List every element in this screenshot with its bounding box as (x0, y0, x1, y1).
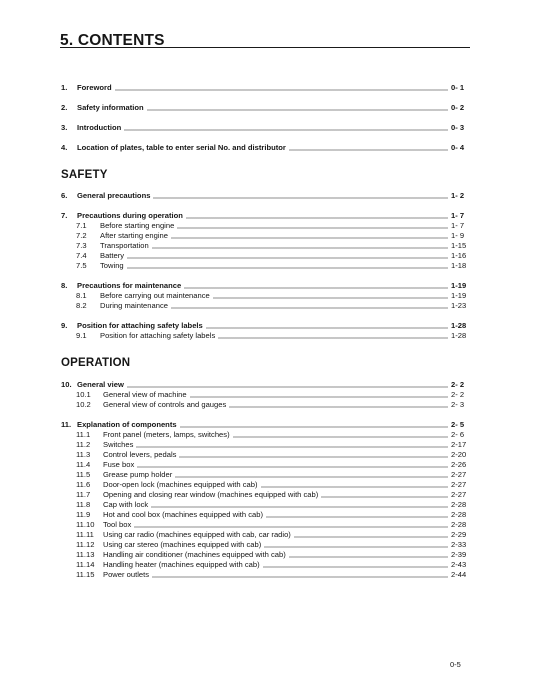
toc-item-tool-box[interactable] (61, 520, 468, 530)
dot-leader (321, 492, 448, 498)
entry-page: 1-23 (451, 301, 467, 310)
dot-leader (184, 283, 448, 289)
toc-item-position-for-safety-labels[interactable] (61, 331, 468, 341)
entry-label: Battery (100, 251, 125, 260)
dot-leader (153, 193, 448, 199)
entry-page: 2- 5 (451, 420, 465, 429)
dot-leader (261, 482, 449, 488)
entry-page: 1-16 (451, 251, 467, 260)
entry-label: Position for attaching safety labels (77, 321, 203, 330)
entry-number: 3. (61, 123, 68, 132)
entry-label: Switches (103, 440, 134, 449)
toc-item-towing[interactable] (61, 261, 468, 271)
entry-number: 11.6 (76, 480, 91, 489)
toc-entry-foreword[interactable] (61, 83, 468, 93)
entry-label: General precautions (77, 191, 151, 200)
entry-number: 4. (61, 143, 68, 152)
toc-item-air-conditioner[interactable] (61, 550, 468, 560)
entry-page: 1-15 (451, 241, 467, 250)
toc-chapter-explanation-of-components[interactable] (61, 420, 468, 430)
entry-number: 11.12 (76, 540, 95, 549)
dot-leader (151, 502, 448, 508)
toc-item-fuse-box[interactable] (61, 460, 468, 470)
entry-page: 1-28 (451, 331, 467, 340)
dot-leader (213, 293, 448, 299)
toc-item-rear-window[interactable] (61, 490, 468, 500)
dot-leader (136, 442, 448, 448)
entry-number: 11.9 (76, 510, 91, 519)
dot-leader (186, 213, 448, 219)
dot-leader (179, 452, 448, 458)
entry-number: 8.1 (76, 291, 87, 300)
dot-leader (137, 462, 448, 468)
toc-item-switches[interactable] (61, 440, 468, 450)
dot-leader (263, 562, 448, 568)
entry-label: Precautions during operation (77, 211, 183, 220)
dot-leader (127, 253, 448, 259)
dot-leader (175, 472, 448, 478)
entry-label: General view (77, 380, 124, 389)
entry-page: 2- 6 (451, 430, 465, 439)
dot-leader (190, 392, 448, 398)
entry-number: 11.4 (76, 460, 91, 469)
dot-leader (289, 145, 448, 151)
toc-item-car-radio[interactable] (61, 530, 468, 540)
toc-chapter-position-for-safety-labels[interactable] (61, 321, 468, 331)
dot-leader (233, 432, 448, 438)
entry-label: Control levers, pedals (103, 450, 177, 459)
dot-leader (266, 512, 448, 518)
entry-page: 0- 4 (451, 143, 465, 152)
entry-label: Power outlets (103, 570, 150, 579)
entry-number: 11.14 (76, 560, 95, 569)
title-underline-rule (60, 47, 470, 48)
entry-page: 2- 2 (451, 390, 465, 399)
entry-number: 7.5 (76, 261, 87, 270)
entry-label: Tool box (103, 520, 132, 529)
dot-leader (171, 233, 448, 239)
entry-number: 10. (61, 380, 72, 389)
entry-page: 2-17 (451, 440, 467, 449)
entry-number: 11.2 (76, 440, 91, 449)
footer-page-number: 0-5 (450, 660, 461, 669)
dot-leader (264, 542, 448, 548)
entry-number: 11.8 (76, 500, 91, 509)
dot-leader (229, 402, 448, 408)
toc-item-front-panel[interactable] (61, 430, 468, 440)
entry-number: 6. (61, 191, 68, 200)
entry-page: 2-28 (451, 520, 467, 529)
toc-entry-location-of-plates[interactable] (61, 143, 468, 153)
entry-label: General view of controls and gauges (103, 400, 227, 409)
entry-label: Foreword (77, 83, 112, 92)
toc-item-cap-with-lock[interactable] (61, 500, 468, 510)
entry-number: 7.2 (76, 231, 87, 240)
toc-item-grease-pump-holder[interactable] (61, 470, 468, 480)
entry-label: Before carrying out maintenance (100, 291, 210, 300)
toc-item-battery[interactable] (61, 251, 468, 261)
dot-leader (180, 422, 448, 428)
entry-label: Towing (100, 261, 124, 270)
entry-label: Explanation of components (77, 420, 177, 429)
dot-leader (134, 522, 448, 528)
toc-entry-safety-information[interactable] (61, 103, 468, 113)
entry-number: 11.15 (76, 570, 95, 579)
entry-label: Handling air conditioner (machines equipped with cab) (103, 550, 286, 559)
dot-leader (127, 382, 448, 388)
dot-leader (218, 333, 448, 339)
entry-number: 11.5 (76, 470, 91, 479)
entry-number: 9.1 (76, 331, 87, 340)
dot-leader (124, 125, 448, 131)
entry-page: 0- 2 (451, 103, 465, 112)
entry-number: 11. (61, 420, 72, 429)
entry-label: Opening and closing rear window (machines equipped with cab) (103, 490, 319, 499)
page-title: 5. CONTENTS (60, 32, 165, 49)
dot-leader (147, 105, 448, 111)
entry-label: Handling heater (machines equipped with cab) (103, 560, 260, 569)
entry-label: Transportation (100, 241, 149, 250)
entry-label: Location of plates, table to enter serial No. and distributor (77, 143, 286, 152)
entry-label: Front panel (meters, lamps, switches) (103, 430, 230, 439)
entry-page: 2-20 (451, 450, 467, 459)
section-heading-operation: OPERATION (61, 357, 131, 369)
toc-item-heater[interactable] (61, 560, 468, 570)
entry-page: 2-27 (451, 480, 467, 489)
entry-page: 1-19 (451, 281, 467, 290)
toc-item-general-view-of-machine[interactable] (61, 390, 468, 400)
dot-leader (294, 532, 448, 538)
entry-page: 1- 9 (451, 231, 465, 240)
entry-number: 10.1 (76, 390, 91, 399)
dot-leader (115, 85, 448, 91)
entry-page: 2-27 (451, 490, 467, 499)
toc-item-before-carrying-out-maintenance[interactable] (61, 291, 468, 301)
entry-number: 8. (61, 281, 68, 290)
entry-number: 11.10 (76, 520, 95, 529)
toc-item-hot-and-cool-box[interactable] (61, 510, 468, 520)
dot-leader (289, 552, 448, 558)
entry-number: 9. (61, 321, 68, 330)
entry-number: 7. (61, 211, 68, 220)
entry-page: 0- 1 (451, 83, 465, 92)
entry-number: 11.13 (76, 550, 95, 559)
entry-page: 1-28 (451, 321, 467, 330)
entry-label: Introduction (77, 123, 122, 132)
entry-number: 11.7 (76, 490, 91, 499)
entry-number: 11.1 (76, 430, 91, 439)
toc-chapter-precautions-during-operation[interactable] (61, 211, 468, 221)
entry-page: 1- 7 (451, 221, 465, 230)
toc-item-car-stereo[interactable] (61, 540, 468, 550)
entry-page: 2-44 (451, 570, 467, 579)
toc-item-before-starting-engine[interactable] (61, 221, 468, 231)
entry-number: 11.11 (76, 530, 94, 539)
toc-chapter-general-precautions[interactable] (61, 191, 468, 201)
entry-page: 1- 7 (451, 211, 465, 220)
dot-leader (127, 263, 448, 269)
toc-chapter-precautions-for-maintenance[interactable] (61, 281, 468, 291)
entry-label: General view of machine (103, 390, 187, 399)
entry-number: 1. (61, 83, 68, 92)
dot-leader (152, 243, 448, 249)
entry-number: 11.3 (76, 450, 91, 459)
entry-label: Using car radio (machines equipped with cab, car radio) (103, 530, 291, 539)
entry-page: 2-27 (451, 470, 467, 479)
toc-entry-introduction[interactable] (61, 123, 468, 133)
entry-page: 2- 2 (451, 380, 465, 389)
entry-page: 2-39 (451, 550, 467, 559)
entry-label: Safety information (77, 103, 144, 112)
entry-number: 2. (61, 103, 68, 112)
entry-page: 1- 2 (451, 191, 465, 200)
dot-leader (206, 323, 448, 329)
entry-page: 2- 3 (451, 400, 465, 409)
dot-leader (152, 572, 448, 578)
entry-label: Precautions for maintenance (77, 281, 182, 290)
entry-number: 8.2 (76, 301, 87, 310)
entry-page: 2-29 (451, 530, 467, 539)
entry-label: Door-open lock (machines equipped with cab) (103, 480, 258, 489)
toc-item-door-open-lock[interactable] (61, 480, 468, 490)
entry-number: 10.2 (76, 400, 91, 409)
entry-label: During maintenance (100, 301, 168, 310)
entry-page: 2-28 (451, 510, 467, 519)
toc-chapter-general-view[interactable] (61, 380, 468, 390)
entry-page: 1-19 (451, 291, 467, 300)
entry-number: 7.3 (76, 241, 87, 250)
entry-label: Fuse box (103, 460, 135, 469)
entry-number: 7.1 (76, 221, 87, 230)
entry-label: Before starting engine (100, 221, 175, 230)
entry-page: 0- 3 (451, 123, 465, 132)
entry-label: Using car stereo (machines equipped with cab) (103, 540, 262, 549)
entry-page: 2-28 (451, 500, 467, 509)
toc-item-during-maintenance[interactable] (61, 301, 468, 311)
entry-label: Grease pump holder (103, 470, 173, 479)
entry-page: 2-33 (451, 540, 467, 549)
dot-leader (177, 223, 448, 229)
toc-item-general-view-of-controls[interactable] (61, 400, 468, 410)
entry-label: Cap with lock (103, 500, 149, 509)
entry-label: Hot and cool box (machines equipped with cab) (103, 510, 263, 519)
entry-number: 7.4 (76, 251, 87, 260)
dot-leader (171, 303, 448, 309)
section-heading-safety: SAFETY (61, 169, 108, 181)
toc-item-power-outlets[interactable] (61, 570, 468, 580)
toc-item-after-starting-engine[interactable] (61, 231, 468, 241)
toc-item-control-levers-pedals[interactable] (61, 450, 468, 460)
entry-page: 2-26 (451, 460, 467, 469)
entry-label: After starting engine (100, 231, 168, 240)
entry-page: 1-18 (451, 261, 467, 270)
entry-label: Position for attaching safety labels (100, 331, 216, 340)
entry-page: 2-43 (451, 560, 467, 569)
toc-item-transportation[interactable] (61, 241, 468, 251)
